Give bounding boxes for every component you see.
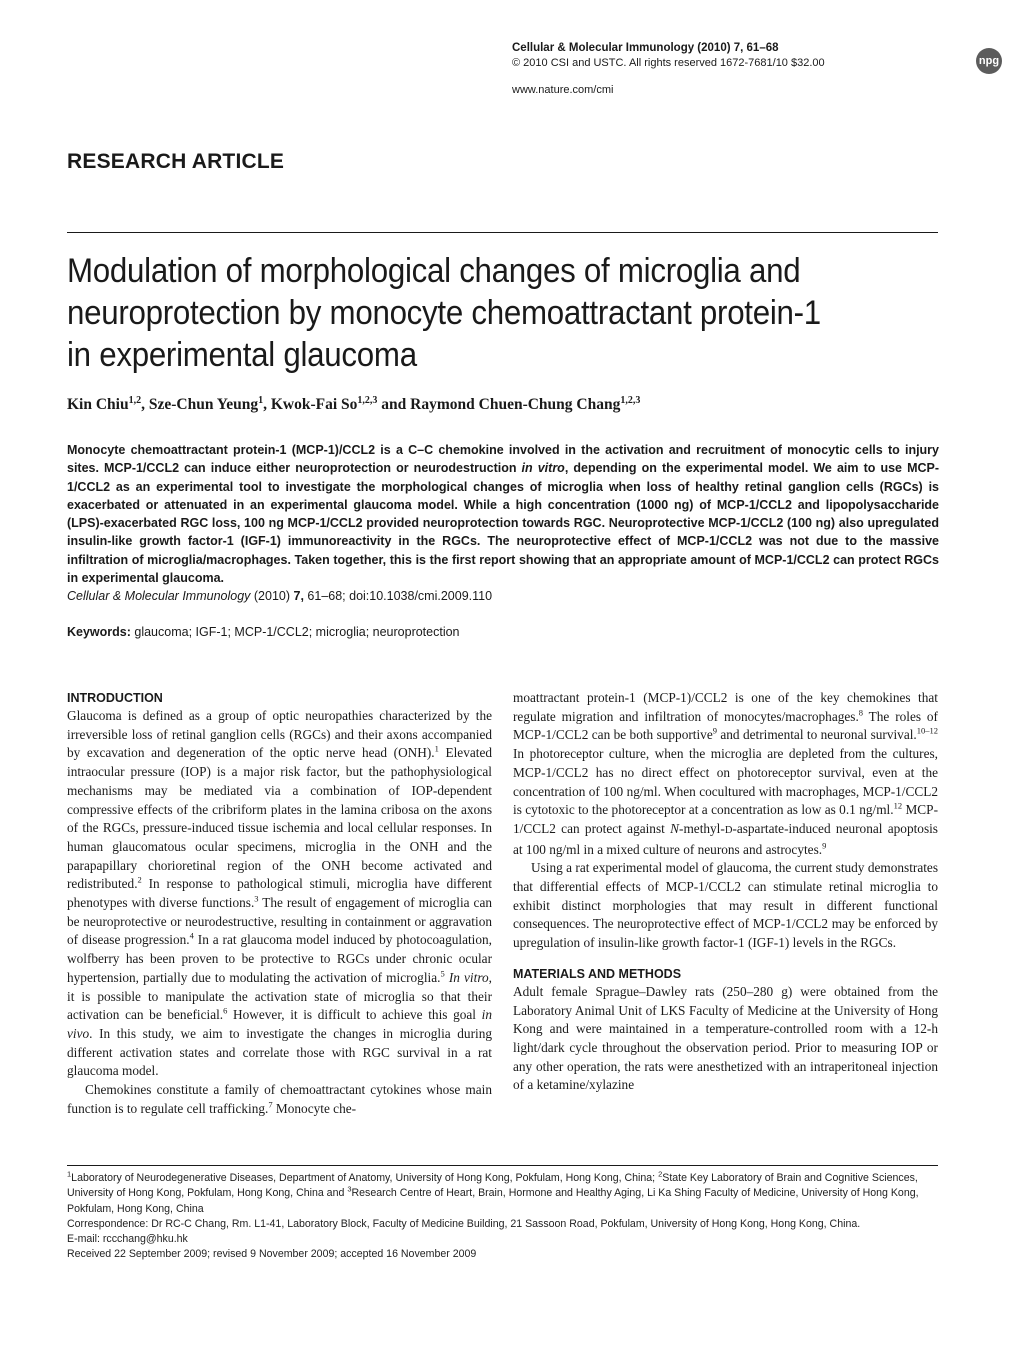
reference-marker[interactable]: 9 [822, 840, 827, 851]
paragraph-text: moattractant protein-1 (MCP-1)/CCL2 is one of the key chemokines that regulate migration and infiltration of monocytes/macrophages. [513, 690, 938, 724]
reference-marker[interactable]: 8 [858, 707, 864, 718]
keywords-label: Keywords: [67, 625, 131, 639]
paragraph: Glaucoma is defined as a group of optic neuropathies characterized by the irreversible loss of retinal ganglion cells (RGCs) and their axons accompanied by excavation and degeneration of the optic nerve head (ONH).$^1$ Elevated intraocular pressure (IOP) is a major risk factor, but the pathophysiological mechanisms may be mediated via a combination of IOP-dependent compressive effects of the cribriform plates in the lamina cribosa on the axons of the RGCs, pressure-induced tissue ischemia and local cellular responses. In human glaucomatous ocular specimens, microglia in the ONH and the parapapillary chorioretinal region of the ONH become activated and redistributed.$^2$ In response to pathological stimuli, microglia have different phenotypes with diverse functions.$^3$ The result of engagement of microglia can be neuroprotective or neurodestructive, resulting in containment or aggravation of disease progression.$^4$ In a rat glaucoma model induced by photocoagulation, wolfberry has been proven to be protective to RGCs under chronic ocular hypertension, partially due to modulating the activation of microglia.$^5$ In vitro, it is possible to manipulate the activation state of microglia so that their activation can be beneficial.$^6$ However, it is difficult to achieve this goal in vivo. In this study, we aim to investigate the changes in microglia during different activation states and correlate those with RGC survival in a rat glaucoma model. [67, 708, 492, 1079]
title-line: neuroprotection by monocyte chemoattractant protein-1 [67, 294, 821, 332]
reference-marker[interactable]: 6 [223, 1005, 228, 1016]
reference-marker[interactable]: 1 [434, 743, 439, 754]
citation-volume: 7, [293, 589, 304, 604]
reference-marker[interactable]: 12 [893, 800, 903, 811]
abstract [67, 441, 939, 606]
reference-marker[interactable]: 9 [712, 725, 717, 736]
author-name: Raymond Chuen-Chung Chang [410, 396, 621, 414]
title-line: Modulation of morphological changes of microglia and [67, 252, 801, 290]
author-name: Kwok-Fai So [270, 396, 358, 414]
paragraph: Adult female Sprague–Dawley rats (250–280 g) were obtained from the Laboratory Animal Unit of LKS Faculty of Medicine at the University of Hong Kong and were maintained in a temperature-controlled room with a 12-h light/dark cycle throughout the observation period. Prior to measuring IOP or any other operation, the rats were anesthetized with an intraperitoneal injection of a ketamine/xylazine [513, 983, 938, 1093]
reference-marker[interactable]: 2 [137, 874, 142, 885]
paragraph: Using a rat experimental model of glaucoma, the current study demonstrates that differential effects of MCP-1/CCL2 can stimulate retinal microglia to exhibit distinct morphologies that may result in different functional consequences. The neuroprotective effect of MCP-1/CCL2 may be enforced by upregulation of insulin-like growth factor-1 (IGF-1) levels in the RGCs. [513, 860, 938, 951]
paragraph: Chemokines constitute a family of chemoattractant cytokines whose main function is to regulate cell trafficking.$^7$ Monocyte che- [67, 1082, 492, 1116]
affiliations: $^1$Laboratory of Neurodegenerative Diseases, Department of Anatomy, University of Hong Kong, Pokfulam, Hong Kong, China; $^2$State Key Laboratory of Brain and Cognitive Sciences, University of Hong Kong, Pokfulam, Hong Kong, China and $^3$Research Centre of Heart, Brain, Hormone and Healthy Aging, Li Ka Shing Faculty of Medicine, University of Hong Kong, Pokfulam, Hong Kong, China [67, 1169, 919, 1215]
abstract-italic: in vitro [521, 461, 565, 476]
author-affiliation: 1,2,3 [620, 395, 641, 406]
keywords [67, 625, 460, 639]
journal-copyright: © 2010 CSI and USTC. All rights reserved 1672-7681/10 $32.00 [512, 57, 825, 69]
title-line: in experimental glaucoma [67, 336, 417, 374]
footnote-divider [67, 1165, 938, 1166]
abstract-text: , depending on the experimental model. We aim to use MCP-1/CCL2 as an experimental tool to investigate the morphological changes of microglia when loss of healthy retinal ganglion cells (RGCs) is exacerbated or attenuated in an experimental glaucoma model. While a high concentration (1000 ng) of MCP-1/CCL2 and lipopolysaccharide (LPS)-exacerbated RGC loss, 100 ng MCP-1/CCL2 provided neuroprotection towards RGC. Neuroprotective MCP-1/CCL2 (100 ng) also upregulated insulin-like growth factor-1 (IGF-1) immunoreactivity in the RGCs. The neuroprotective effect of MCP-1/CCL2 was not due to the massive infiltration of microglia/macrophages. Taken together, this is the first report showing that an appropriate amount of MCP-1/CCL2 can protect RGCs in experimental glaucoma. [67, 461, 940, 586]
paragraph-text: Monocyte che- [272, 1100, 357, 1116]
section-heading: MATERIALS AND METHODS [513, 966, 682, 981]
section-heading: INTRODUCTION [67, 691, 163, 705]
author-separator: and [377, 396, 411, 414]
author-name: Sze-Chun Yeung [148, 396, 259, 414]
section-label: RESEARCH ARTICLE [67, 150, 285, 173]
title-divider [67, 232, 938, 233]
email[interactable]: E-mail: rccchang@hku.hk [67, 1233, 188, 1246]
reference-marker[interactable]: 4 [189, 931, 194, 942]
author-affiliation: 1,2,3 [357, 395, 378, 406]
author-name: Kin Chiu [67, 396, 129, 414]
body-column-right [513, 689, 938, 1095]
author-affiliation: 1 [258, 395, 264, 406]
correspondence: Correspondence: Dr RC-C Chang, Rm. L1-41, Laboratory Block, Faculty of Medicine Building, 21 Sassoon Road, Pokfulam, University of Hong Kong, Hong Kong, China. [67, 1217, 861, 1230]
reference-marker[interactable]: 10–12 [916, 725, 938, 736]
paragraph: moattractant protein-1 (MCP-1)/CCL2 is one of the key chemokines that regulate migration and infiltration of monocytes/macrophages.$^8$ The roles of MCP-1/CCL2 can be both supportive$^9$ and detrimental to neuronal survival.$^{10-12}$ In photoreceptor culture, when the microglia are depleted from the cultures, MCP-1/CCL2 has no direct effect on photoreceptor survival, even at the concentration of 100 ng/ml. When cocultured with macrophages, MCP-1/CCL2 is cytotoxic to the photoreceptor at a concentration as low as 0.1 ng/ml.$^{12}$ MCP-1/CCL2 can protect against N-methyl-D-aspartate-induced neuronal apoptosis at 100 ng/ml in a mixed culture of neurons and astrocytes.$^9$ [513, 690, 938, 857]
body-column-left [67, 689, 492, 1118]
journal-url[interactable]: www.nature.com/cmi [512, 84, 614, 96]
author-separator: , [141, 396, 149, 414]
author-list [67, 395, 640, 414]
footnotes [67, 1171, 939, 1263]
citation-year: (2010) [250, 589, 294, 604]
journal-header [512, 40, 942, 98]
npg-logo: npg [976, 48, 1002, 74]
reference-marker[interactable]: 3 [254, 893, 259, 904]
citation-journal: Cellular & Molecular Immunology [67, 589, 251, 604]
reference-marker[interactable]: 7 [268, 1099, 273, 1110]
received-dates: Received 22 September 2009; revised 9 November 2009; accepted 16 November 2009 [67, 1248, 477, 1261]
reference-marker[interactable]: 5 [440, 968, 445, 979]
journal-citation: Cellular & Molecular Immunology (2010) 7, 61–68 [512, 42, 779, 54]
article-title [67, 250, 877, 376]
abstract-text: Monocyte chemoattractant protein-1 (MCP-1)/CCL2 is a C–C chemokine involved in the activation and recruitment of monocytic cells to injury sites. MCP-1/CCL2 can induce either neuroprotection or neurodestruction [67, 443, 939, 476]
abstract-citation [67, 587, 939, 605]
author-affiliation: 1,2 [128, 395, 142, 406]
citation-doi: 61–68; doi:10.1038/cmi.2009.110 [303, 589, 493, 604]
author-separator: , [263, 396, 271, 414]
keywords-text: glaucoma; IGF-1; MCP-1/CCL2; microglia; neuroprotection [130, 625, 460, 639]
